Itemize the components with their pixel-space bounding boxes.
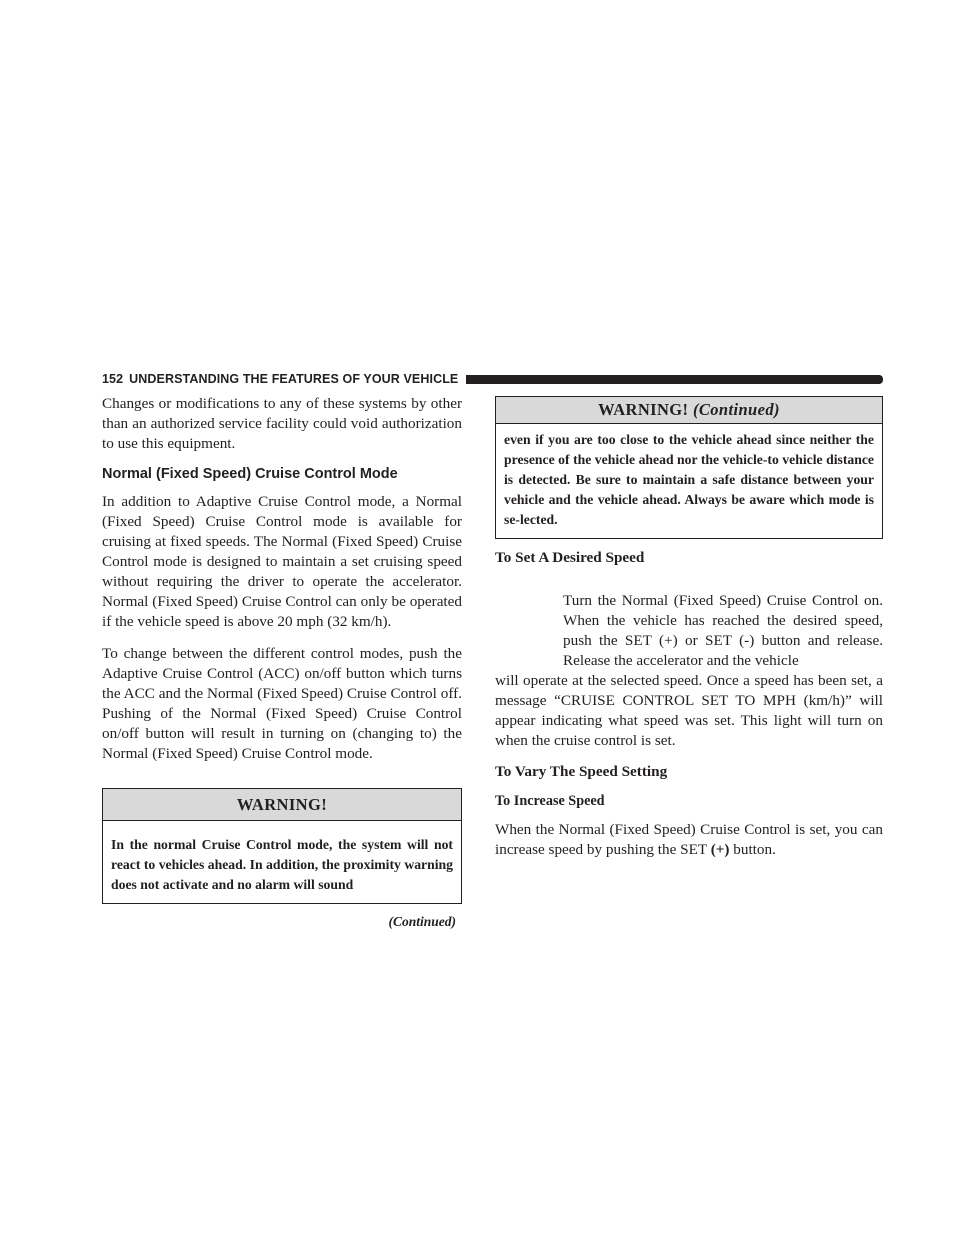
set-speed-indented: Turn the Normal (Fixed Speed) Cruise Control on. When the vehicle has reached the desired speed, push the SET (+) or SET (-) button and release. Release the accelerator and the vehicle (563, 592, 883, 669)
vary-speed-heading: To Vary The Speed Setting (495, 763, 668, 780)
set-speed-paragraph: will operate at the selected speed. Once a speed has been set, a message “CRUISE CONTROL SET TO MPH (km/h)” will appear indicating what speed was set. This light will turn on when the cruise control is set. (495, 672, 883, 749)
mode-description-paragraph: In addition to Adaptive Cruise Control mode, a Normal (Fixed Speed) Cruise Control mode is available for cruising at fixed speeds. The Normal (Fixed Speed) Cruise Control mode is designed to maintain a set cruising speed without requiring the driver to operate the accelerator. Normal (Fixed Speed) Cruise Control can only be operated if the vehicle speed is above 20 mph (32 km/h). (102, 493, 462, 630)
warning-continued-text: even if you are too close to the vehicle ahead since neither the presence of the vehicle ahead nor the vehicle-to vehicle distance is detected. Be sure to maintain a safe distance between your vehicle and the vehicle ahead. Always be aware which mode is se-lected. (504, 432, 874, 527)
increase-speed-heading: To Increase Speed (495, 793, 605, 809)
left-column (102, 394, 462, 930)
section-title: UNDERSTANDING THE FEATURES OF YOUR VEHICLE (129, 372, 459, 386)
page-number: 152 (102, 372, 124, 386)
section-heading: Normal (Fixed Speed) Cruise Control Mode (102, 466, 398, 482)
warning-text: In the normal Cruise Control mode, the system will not react to vehicles ahead. In addition, the proximity warning does not activate and no alarm will sound (111, 837, 453, 892)
warning-title: WARNING! (103, 789, 461, 821)
set-speed-block (495, 591, 883, 751)
increase-speed-paragraph: When the Normal (Fixed Speed) Cruise Control is set, you can increase speed by pushing the SET (+) button. (495, 821, 883, 858)
header-rule (466, 375, 883, 384)
warning-box (102, 788, 462, 904)
page-header (102, 372, 883, 386)
continued-note: (Continued) (388, 914, 456, 929)
set-speed-heading: To Set A Desired Speed (495, 549, 645, 566)
mode-change-paragraph: To change between the different control modes, push the Adaptive Cruise Control (ACC) on/off button which turns the ACC and the Normal (Fixed Speed) Cruise Control off. Pushing of the Normal (Fixed Speed) Cruise Control on/off button will result in turning on (changing to) the Normal (Fixed Speed) Cruise Control mode. (102, 645, 462, 762)
right-column (495, 394, 883, 860)
warning-continued-title: WARNING! (Continued) (496, 397, 882, 424)
warning-continued-box (495, 396, 883, 539)
intro-paragraph: Changes or modifications to any of these systems by other than an authorized service facility could void authorization to use this equipment. (102, 395, 462, 452)
